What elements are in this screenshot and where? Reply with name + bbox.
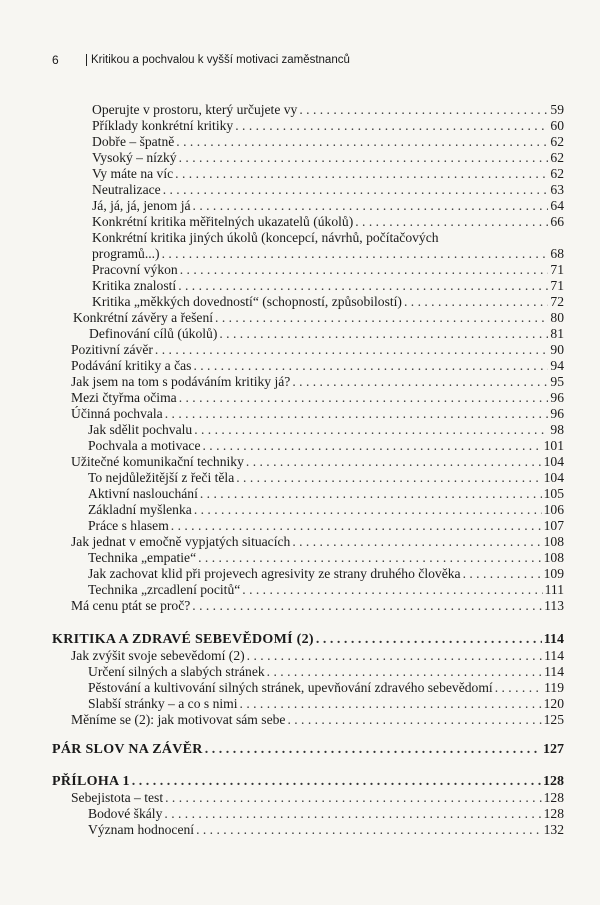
toc-entry: Význam hodnocení . . . 132 xyxy=(88,822,564,838)
header-separator xyxy=(86,54,87,66)
toc-entry: Technika „empatie“ . . . 108 xyxy=(88,550,564,566)
toc-entry: Vy máte na víc . . . 62 xyxy=(92,166,564,182)
toc-entry: Sebejistota – test . . . 128 xyxy=(71,790,564,806)
toc-entry: Technika „zrcadlení pocitů“ . . . 111 xyxy=(88,582,564,598)
running-header xyxy=(52,51,572,69)
toc-entry: Má cenu ptát se proč? . . . 113 xyxy=(71,598,564,614)
toc-entry: Pozitivní závěr . . . 90 xyxy=(71,342,564,358)
toc-entry: Určení silných a slabých stránek . . . 114 xyxy=(88,664,564,680)
toc-entry: Jak zachovat klid při projevech agresivity ze strany druhého člověka . . . 109 xyxy=(88,566,564,582)
toc-entry: Dobře – špatně . . . 62 xyxy=(92,134,564,150)
toc-chapter-heading: PŘÍLOHA 1 . . . 128 xyxy=(52,774,564,790)
toc-entry: Operujte v prostoru, který určujete vy . . . 59 xyxy=(92,102,564,118)
toc-entry: Definování cílů (úkolů) . . . 81 xyxy=(89,326,564,342)
toc-entry: Konkrétní kritika jiných úkolů (koncepcí, návrhů, počítačových xyxy=(92,230,439,245)
toc-entry: Účinná pochvala . . . 96 xyxy=(71,406,564,422)
toc-entry: Aktivní naslouchání . . . 105 xyxy=(88,486,564,502)
toc-entry: Kritika „měkkých dovedností“ (schopností, způsobilostí) . . . 72 xyxy=(92,294,564,310)
toc-entry: Měníme se (2): jak motivovat sám sebe . . . 125 xyxy=(71,712,564,728)
toc-entry: Jak zvýšit svoje sebevědomí (2) . . . 114 xyxy=(71,648,564,664)
toc-entry: Mezi čtyřma očima . . . 96 xyxy=(71,390,564,406)
toc-entry: Příklady konkrétní kritiky . . . 60 xyxy=(92,118,564,134)
toc-entry: Jak jsem na tom s podáváním kritiky já? . . . 95 xyxy=(71,374,564,390)
toc-entry: Já, já, já, jenom já . . . 64 xyxy=(92,198,564,214)
toc-chapter-heading: KRITIKA A ZDRAVÉ SEBEVĚDOMÍ (2) . . . 114 xyxy=(52,632,564,648)
running-title: Kritikou a pochvalou k vyšší motivaci zaměstnanců xyxy=(91,54,350,66)
toc-entry: Jak jednat v emočně vypjatých situacích . . . 108 xyxy=(71,534,564,550)
toc-entry: Pochvala a motivace . . . 101 xyxy=(88,438,564,454)
toc-entry: Jak sdělit pochvalu . . . 98 xyxy=(88,422,564,438)
toc-entry: Slabší stránky – a co s nimi . . . 120 xyxy=(88,696,564,712)
toc-entry: Neutralizace . . . 63 xyxy=(92,182,564,198)
toc-entry: Kritika znalostí . . . 71 xyxy=(92,278,564,294)
toc-entry: Podávání kritiky a čas . . . 94 xyxy=(71,358,564,374)
toc-entry: Pěstování a kultivování silných stránek, upevňování zdravého sebevědomí . . . 119 xyxy=(88,680,564,696)
toc-entry: To nejdůležitější z řeči těla . . . 104 xyxy=(88,470,564,486)
page-number: 6 xyxy=(52,53,59,67)
toc-entry: Vysoký – nízký . . . 62 xyxy=(92,150,564,166)
toc-entry: Užitečné komunikační techniky . . . 104 xyxy=(71,454,564,470)
toc-entry: Konkrétní kritika měřitelných ukazatelů (úkolů) . . . 66 xyxy=(92,214,564,230)
toc-entry: Práce s hlasem . . . 107 xyxy=(88,518,564,534)
toc-entry: Základní myšlenka . . . 106 xyxy=(88,502,564,518)
toc-entry: programů...) . . . 68 xyxy=(92,246,564,262)
toc-entry: Bodové škály . . . 128 xyxy=(88,806,564,822)
toc-chapter-heading: PÁR SLOV NA ZÁVĚR . . . 127 xyxy=(52,742,564,758)
toc-entry: Konkrétní závěry a řešení . . . 80 xyxy=(73,310,564,326)
toc-entry: Pracovní výkon . . . 71 xyxy=(92,262,564,278)
